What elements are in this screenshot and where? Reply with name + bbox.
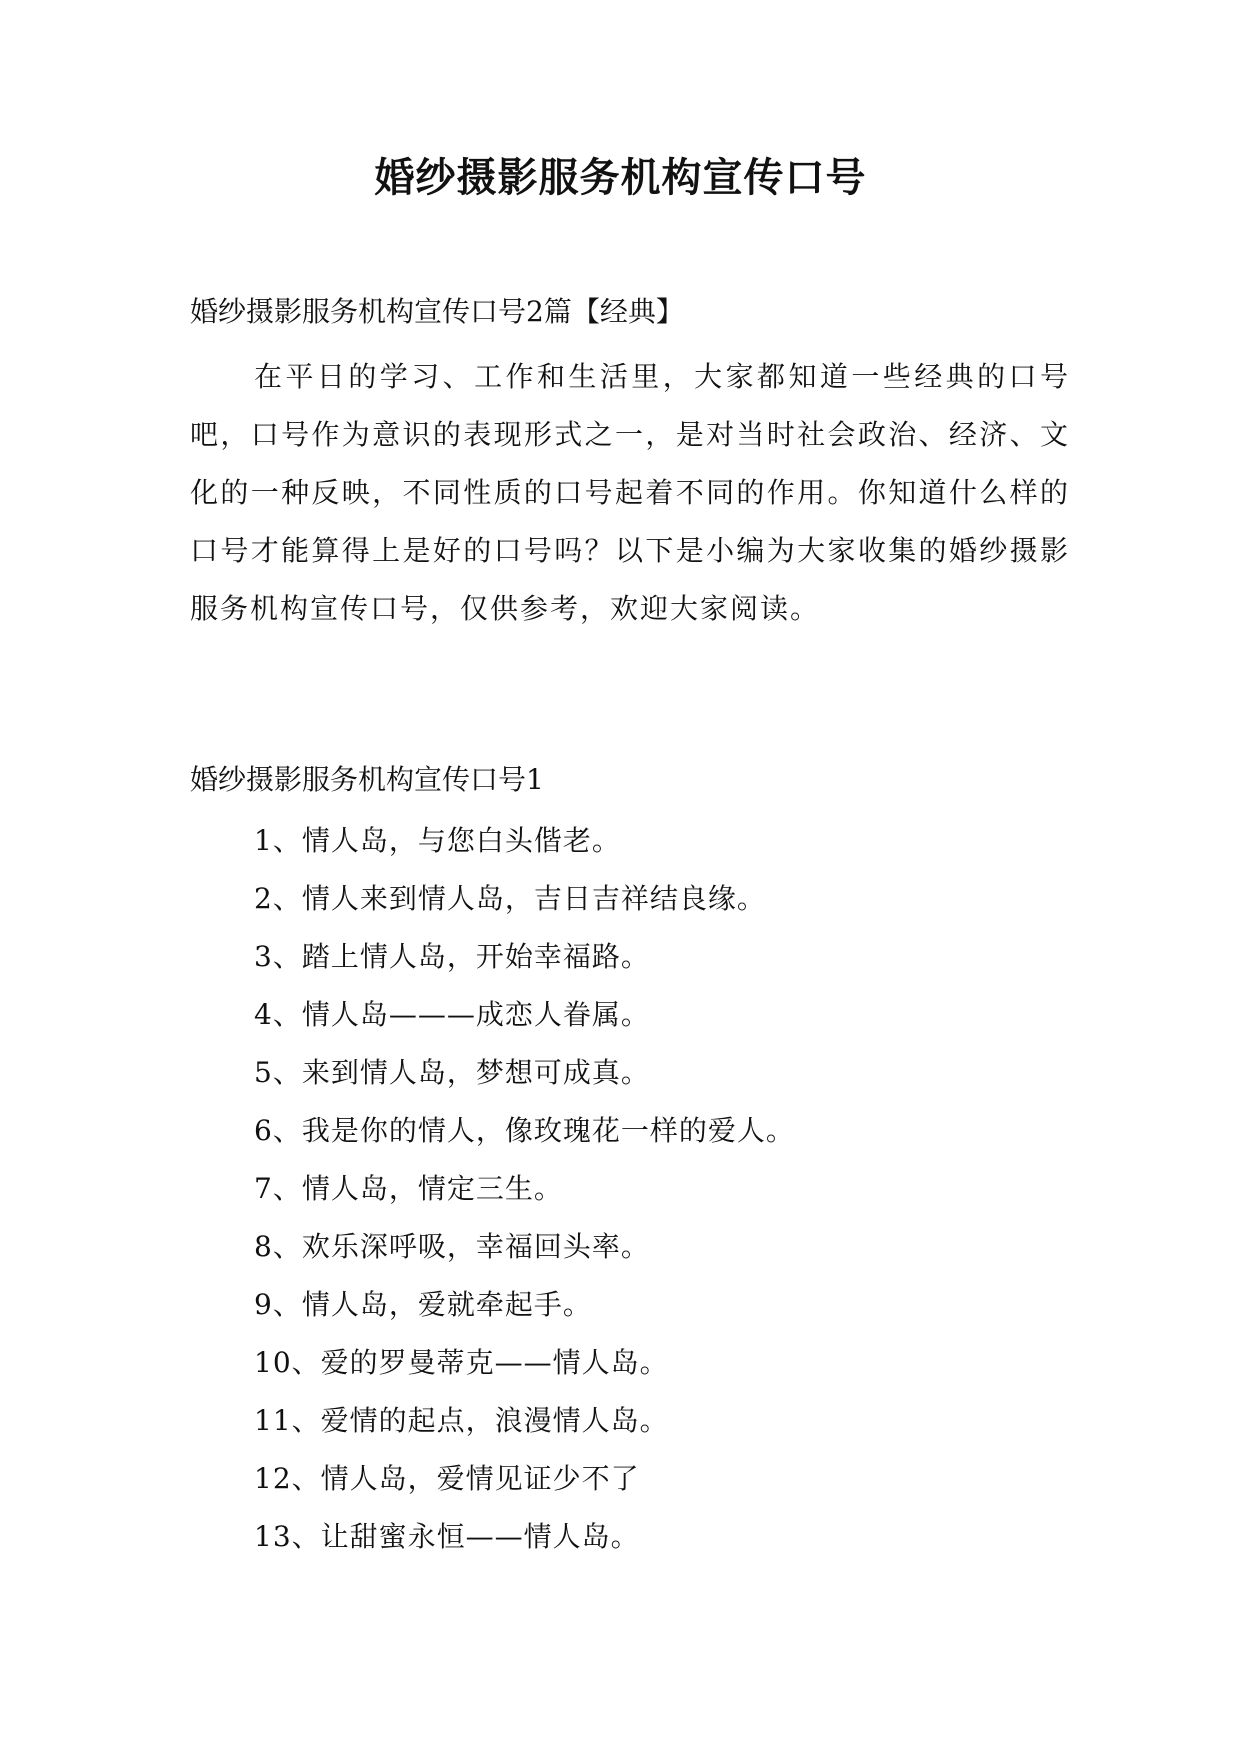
slogan-item: 7、情人岛，情定三生。 <box>254 1172 563 1205</box>
slogan-item: 3、踏上情人岛，开始幸福路。 <box>254 940 650 973</box>
section-heading: 婚纱摄影服务机构宣传口号1 <box>190 763 544 796</box>
intro-paragraph: 在平日的学习、工作和生活里，大家都知道一些经典的口号吧，口号作为意识的表现形式之一，是对当时社会政治、经济、文化的一种反映，不同性质的口号起着不同的作用。你知道什么样的口号才能算得上是好的口号吗？以下是小编为大家收集的婚纱摄影服务机构宣传口号，仅供参考，欢迎大家阅读。 <box>190 360 1070 625</box>
slogan-item: 2、情人来到情人岛，吉日吉祥结良缘。 <box>254 882 766 915</box>
slogan-item: 4、情人岛———成恋人眷属。 <box>254 998 650 1031</box>
document-title: 婚纱摄影服务机构宣传口号 <box>374 155 867 201</box>
slogan-item: 1、情人岛，与您白头偕老。 <box>254 824 621 857</box>
slogan-item: 9、情人岛，爱就牵起手。 <box>254 1288 592 1321</box>
slogan-item: 5、来到情人岛，梦想可成真。 <box>254 1056 650 1089</box>
slogan-item: 11、爱情的起点，浪漫情人岛。 <box>254 1404 669 1437</box>
slogan-list <box>254 812 795 1566</box>
slogan-item: 10、爱的罗曼蒂克——情人岛。 <box>254 1346 669 1379</box>
slogan-item: 12、情人岛，爱情见证少不了 <box>254 1462 640 1495</box>
slogan-item: 6、我是你的情人，像玫瑰花一样的爱人。 <box>254 1114 795 1147</box>
slogan-item: 8、欢乐深呼吸，幸福回头率。 <box>254 1230 650 1263</box>
document-subtitle: 婚纱摄影服务机构宣传口号2篇【经典】 <box>190 295 684 328</box>
slogan-item: 13、让甜蜜永恒——情人岛。 <box>254 1520 640 1553</box>
